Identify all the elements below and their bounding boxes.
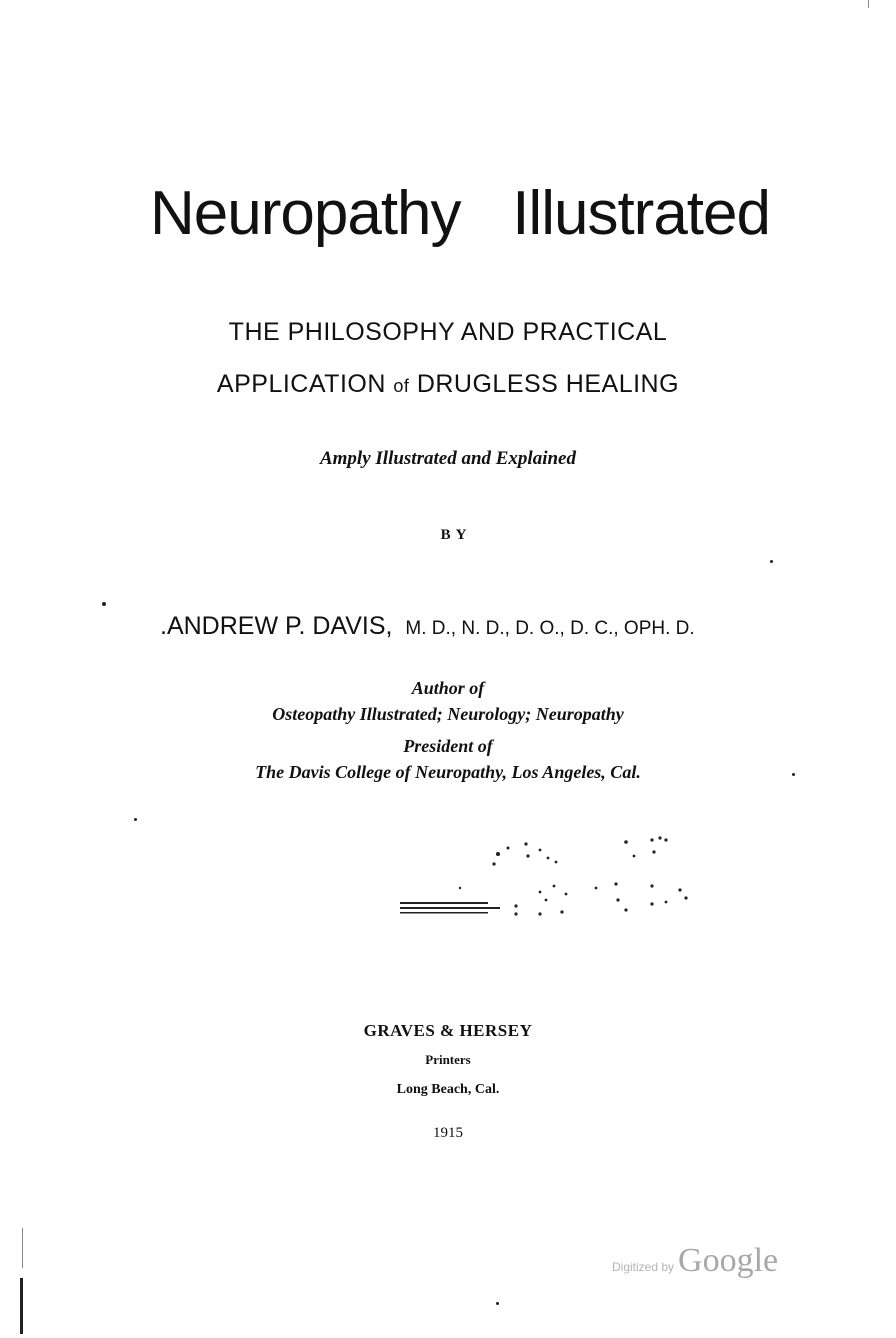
subtitle-line-2 [0, 370, 896, 399]
title-word-1: Neuropathy [150, 179, 461, 248]
credential-works: Osteopathy Illustrated; Neurology; Neuropathy [272, 704, 624, 724]
author-degrees: M. D., N. D., D. O., D. C., OPH. D. [405, 618, 695, 639]
subtitle-part-a: APPLICATION [216, 370, 386, 398]
digitized-watermark [612, 1242, 778, 1280]
by-label: BY [440, 527, 472, 543]
author-line [160, 612, 695, 641]
scan-edge-line [868, 0, 869, 8]
credential-author-of: Author of [411, 678, 485, 698]
scan-edge-line [20, 1278, 23, 1334]
publication-year: 1915 [433, 1125, 463, 1141]
credential-president-of: President of [403, 736, 493, 756]
printer-name: GRAVES & HERSEY [363, 1021, 533, 1040]
scan-speck [792, 773, 795, 776]
subtitle-line-1: THE PHILOSOPHY AND PRACTICAL [228, 318, 668, 346]
title-word-2: Illustrated [512, 179, 770, 248]
subtitle-part-b: of [393, 376, 410, 396]
author-name: .ANDREW P. DAVIS, [160, 612, 393, 640]
scan-speck [134, 818, 137, 821]
printer-place: Long Beach, Cal. [396, 1082, 500, 1097]
library-stamp-specks [390, 828, 710, 928]
watermark-prefix: Digitized by [612, 1260, 675, 1274]
scan-edge-line [22, 1228, 23, 1268]
subtitle-part-c: DRUGLESS HEALING [416, 370, 680, 398]
credential-college: The Davis College of Neuropathy, Los Angeles, Cal. [255, 762, 641, 782]
scan-speck [496, 1302, 499, 1305]
illustrated-note: Amply Illustrated and Explained [319, 448, 576, 469]
watermark-brand: Google [678, 1242, 779, 1279]
printer-role: Printers [425, 1052, 471, 1067]
scan-speck [102, 602, 106, 606]
book-title [150, 179, 770, 248]
scan-speck [770, 560, 773, 563]
